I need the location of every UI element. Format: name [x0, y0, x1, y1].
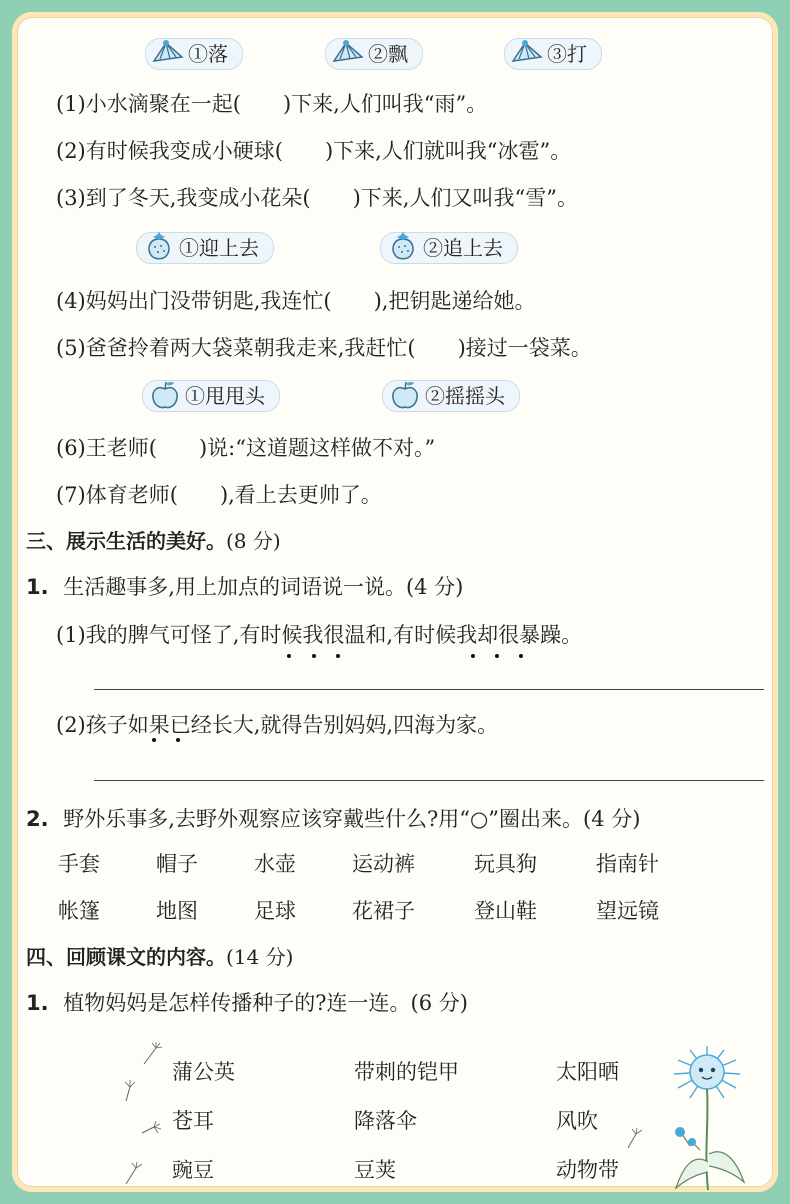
subquestion-text: 生活趣事多,用上加点的词语说一说。(4 分) — [63, 575, 464, 599]
emphasis-dot — [312, 654, 316, 658]
emphasis-dot — [287, 654, 291, 658]
carrier-pod[interactable]: 豆荚 — [354, 1158, 396, 1182]
option-pill-shuai — [142, 380, 280, 412]
item-hiking-shoes[interactable]: 登山鞋 — [474, 899, 537, 923]
method-animals[interactable]: 动物带 — [556, 1158, 619, 1182]
question-6: (6)王老师( )说:“这道题这样做不对。” — [56, 436, 436, 460]
carrier-parachute[interactable]: 降落伞 — [354, 1109, 417, 1133]
option-pill-da — [504, 38, 602, 70]
subquestion-4-1 — [26, 987, 468, 1017]
subquestion-number: 1. — [26, 991, 49, 1015]
question-2: (2)有时候我变成小硬球( )下来,人们就叫我“冰雹”。 — [56, 139, 572, 163]
subquestion-3-2 — [26, 803, 640, 833]
option-pill-zhui — [380, 232, 518, 264]
option-label: ①落 — [188, 42, 228, 66]
option-label: ③打 — [547, 42, 587, 66]
option-pill-ying — [136, 232, 274, 264]
strawberry-icon — [141, 229, 177, 265]
subquestion-text: 植物妈妈是怎样传播种子的?连一连。(6 分) — [63, 991, 468, 1015]
section-title-text: 三、展示生活的美好。 — [26, 529, 226, 553]
seed-icon — [122, 1160, 146, 1186]
subquestion-number: 2. — [26, 807, 49, 831]
emphasis-dot — [152, 738, 156, 742]
plant-cocklebur[interactable]: 苍耳 — [172, 1109, 214, 1133]
fan-icon — [509, 35, 545, 71]
seed-icon — [140, 1117, 164, 1141]
item-skirt[interactable]: 花裙子 — [352, 899, 415, 923]
item-gloves[interactable]: 手套 — [58, 852, 100, 876]
subquestion-3-1 — [26, 571, 463, 601]
option-pill-luo — [145, 38, 243, 70]
apple-icon — [147, 377, 183, 413]
item-sport-pants[interactable]: 运动裤 — [352, 852, 415, 876]
item-compass[interactable]: 指南针 — [596, 852, 659, 876]
seed-icon — [624, 1126, 646, 1150]
question-1: (1)小水滴聚在一起( )下来,人们叫我“雨”。 — [56, 92, 488, 116]
plant-dandelion[interactable]: 蒲公英 — [172, 1060, 235, 1084]
sentence-a: (1)我的脾气可怪了,有时候我很温和,有时候我却很暴躁。 — [56, 623, 583, 647]
option-pill-piao — [325, 38, 423, 70]
item-toy-dog[interactable]: 玩具狗 — [474, 852, 537, 876]
emphasis-dot — [471, 654, 475, 658]
emphasis-dot — [176, 738, 180, 742]
plant-pea[interactable]: 豌豆 — [172, 1158, 214, 1182]
fan-icon — [150, 35, 186, 71]
seed-icon — [120, 1077, 142, 1103]
item-tent[interactable]: 帐篷 — [58, 899, 100, 923]
option-label: ①甩甩头 — [185, 384, 265, 408]
fan-icon — [330, 35, 366, 71]
option-label: ②追上去 — [423, 236, 503, 260]
section-title-3 — [26, 525, 281, 554]
section-points: (14 分) — [226, 945, 294, 969]
item-football[interactable]: 足球 — [254, 899, 296, 923]
strawberry-icon — [385, 229, 421, 265]
item-telescope[interactable]: 望远镜 — [596, 899, 659, 923]
question-5: (5)爸爸拎着两大袋菜朝我走来,我赶忙( )接过一袋菜。 — [56, 336, 592, 360]
answer-line-1[interactable] — [94, 689, 764, 690]
item-hat[interactable]: 帽子 — [156, 852, 198, 876]
option-label: ②飘 — [368, 42, 408, 66]
seed-icon — [140, 1040, 164, 1066]
option-label: ①迎上去 — [179, 236, 259, 260]
carrier-spiky-armor[interactable]: 带刺的铠甲 — [354, 1060, 459, 1084]
emphasis-dot — [495, 654, 499, 658]
section-title-4 — [26, 941, 293, 970]
subquestion-text: 野外乐事多,去野外观察应该穿戴些什么?用“○”圈出来。(4 分) — [63, 807, 641, 831]
item-map[interactable]: 地图 — [156, 899, 198, 923]
method-wind[interactable]: 风吹 — [556, 1109, 598, 1133]
section-title-text: 四、回顾课文的内容。 — [26, 945, 226, 969]
answer-line-2[interactable] — [94, 780, 764, 781]
question-7: (7)体育老师( ),看上去更帅了。 — [56, 483, 382, 507]
subquestion-number: 1. — [26, 575, 49, 599]
sentence-b: (2)孩子如果已经长大,就得告别妈妈,四海为家。 — [56, 713, 499, 737]
worksheet-page — [12, 12, 778, 1192]
question-4: (4)妈妈出门没带钥匙,我连忙( ),把钥匙递给她。 — [56, 289, 536, 313]
method-sun[interactable]: 太阳晒 — [556, 1060, 619, 1084]
emphasis-dot — [336, 654, 340, 658]
dandelion-icon — [652, 1042, 762, 1192]
item-kettle[interactable]: 水壶 — [254, 852, 296, 876]
section-points: (8 分) — [226, 529, 281, 553]
option-label: ②摇摇头 — [425, 384, 505, 408]
apple-icon — [387, 377, 423, 413]
question-3: (3)到了冬天,我变成小花朵( )下来,人们又叫我“雪”。 — [56, 186, 578, 210]
emphasis-dot — [519, 654, 523, 658]
option-pill-yao — [382, 380, 520, 412]
